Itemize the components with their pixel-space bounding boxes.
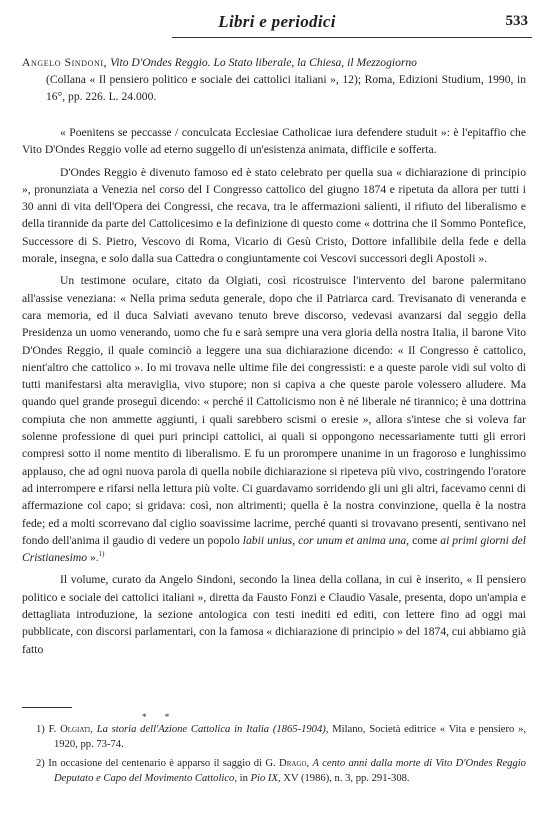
paragraph-epitaph: « Poenitens se peccasse / conculcata Ecclesiae Catholicae iura defendere studuit »: è l'epitaffio che Vito D'Ondes Reggio volle ad eterno suggello di un'esistenza animata, difficile e sofferta. [22, 126, 526, 157]
review-citation [22, 54, 526, 105]
running-head [22, 10, 532, 36]
testimony-text: Un testimone oculare, citato da Olgiati, così ricostruisce l'intervento del barone palermitano all'assise veneziana: « Nella prima seduta generale, dopo che il Patriarca card. Trevisanato di veneranda e cara memoria, ed il duca Salviati avevano tenuto breve discorso, vedevasi avanzarsi dal seggio della Presidenza un uomo venerando, uomo che fu e sarà sempre una vera gloria della nostra Italia, il barone Vito D'Ondes Reggio, il quale cominciò a leggere una sua dichiarazione dicendo: « Il Congresso è cattolico, nient'altro che cattolico ». Io mi trovava nelle ultime file dei congressisti: e a queste parole vidi sul volto di tutti manifestarsi alta meraviglia, vivo stupore; non si capiva a che queste parole volessero alludere. Ma quando quel grande proseguì dicendo: « perché il Cattolicismo non è né liberale né tirannico; è una dottrina compiuta che non ammette aggiunti, i quali sarebbero scismi o eresie », allora s'intese che si voleva far solenne professione di quei puri principi cattolici, ai quali si oppongono necessariamente tutti gli errori compresi sotto il nome mentito di liberalismo. E fu un prorompere unanime in un fragoroso e lunghissimo applauso, che ad ogni nuova parola di quella nobile dichiarazione si ripeteva più vivo, costringendo l'oratore ad interrompere e rifarsi nella lettura più volte. Ci guardavamo sorridendo gli uni gli altri, facevamo cenni di affermazione col capo; si gridava: così, non altrimenti; quella è la nostra convinzione, quella è la nostra fede; ed a molti scorrevano dal ciglio soavissime lacrime, perché quanti si trovavano presenti, sentivano nel fondo dell'anima il gaudio di vedere un popolo [22, 274, 526, 547]
review-book-title: Vito D'Ondes Reggio. Lo Stato liberale, la Chiesa, il Mezzogiorno [110, 56, 417, 69]
footnote-2-marker: 2) [36, 757, 45, 769]
review-body [22, 124, 526, 658]
testimony-connector: come [409, 533, 441, 547]
latin-quote: labii unius, cor unum et anima una, [242, 533, 410, 547]
footnote-ref-1: 1) [98, 550, 105, 559]
section-title: Libri e periodici [218, 12, 336, 31]
paragraph-volume: Il volume, curato da Angelo Sindoni, secondo la linea della collana, in cui è inserito, « Il pensiero politico e sociale dei cattolici italiani », diretta da Fausto Fonzi e Claudio Vasale, presenta, dopo un'ampia e dettagliata introduzione, la sezione antologica con testi inediti ed editi, con lettere fino ad oggi mai pubblicate, con discorsi parlamentari, con la famosa « dichiarazione di principio » del 1874, cui abbiamo già fatto [22, 573, 526, 656]
footnote-1-marker: 1) [36, 724, 45, 735]
footnote-2-title: A cento anni dalla morte di Vito D'Ondes Reggio Deputato e Capo del Movimento Cattolico, [54, 757, 526, 785]
paragraph-declaration: D'Ondes Reggio è divenuto famoso ed è stato celebrato per quella sua « dichiarazione di principio », pronunziata a Venezia nel corso del I Congresso cattolico del giugno 1874 e ripetuta da allora per tutti i 30 anni di vita dell'Opera dei Congressi, che recava, tra le affermazioni salienti, il rifiuto del liberalismo e della tirannide da parte del Cattolicesimo e la definizione di questo come « dottrina che il Sommo Pontefice, Successore di S. Pietro, Vescovo di Roma, Vicario di Gesù Cristo, Dottore infallibile della fede e della morale, insegna, e solo dalla sua Cattedra o congiuntamente coi Vescovi successori degli Apostoli ». [22, 165, 526, 266]
footnote-1 [22, 722, 526, 753]
review-publication-details: (Collana « Il pensiero politico e sociale dei cattolici italiani », 12); Roma, Edizioni Studium, 1990, in 16°, pp. 226. L. 24.000. [46, 73, 526, 103]
review-author: Angelo Sindoni, [22, 56, 108, 69]
footnote-rule [22, 707, 72, 708]
footnotes [22, 722, 526, 790]
paragraph-testimony [22, 272, 526, 566]
footnote-2-journal: Pio IX, [250, 773, 281, 785]
footnote-2-mid: in [237, 773, 251, 785]
footnote-2-rest: XV (1986), n. 3, pp. 291-308. [280, 773, 410, 785]
footnote-2 [22, 756, 526, 787]
footnote-1-rest: Milano, Società editrice « Vita e pensiero », 1920, pp. 73-74. [54, 724, 527, 751]
testimony-italic-end: ai primi giorni del Cristianesimo [22, 533, 526, 565]
testimony-close: ». [87, 551, 99, 565]
page-number: 533 [505, 13, 528, 29]
footnote-1-author: F. Olgiati, [48, 724, 93, 735]
ornament: * * [142, 712, 178, 722]
header-rule [172, 37, 532, 38]
footnote-2-lead: In occasione del centenario è apparso il saggio di [48, 757, 266, 769]
footnote-1-title: La storia dell'Azione Cattolica in Italia (1865-1904), [96, 724, 329, 735]
footnote-2-author: G. Drago, [265, 757, 310, 769]
